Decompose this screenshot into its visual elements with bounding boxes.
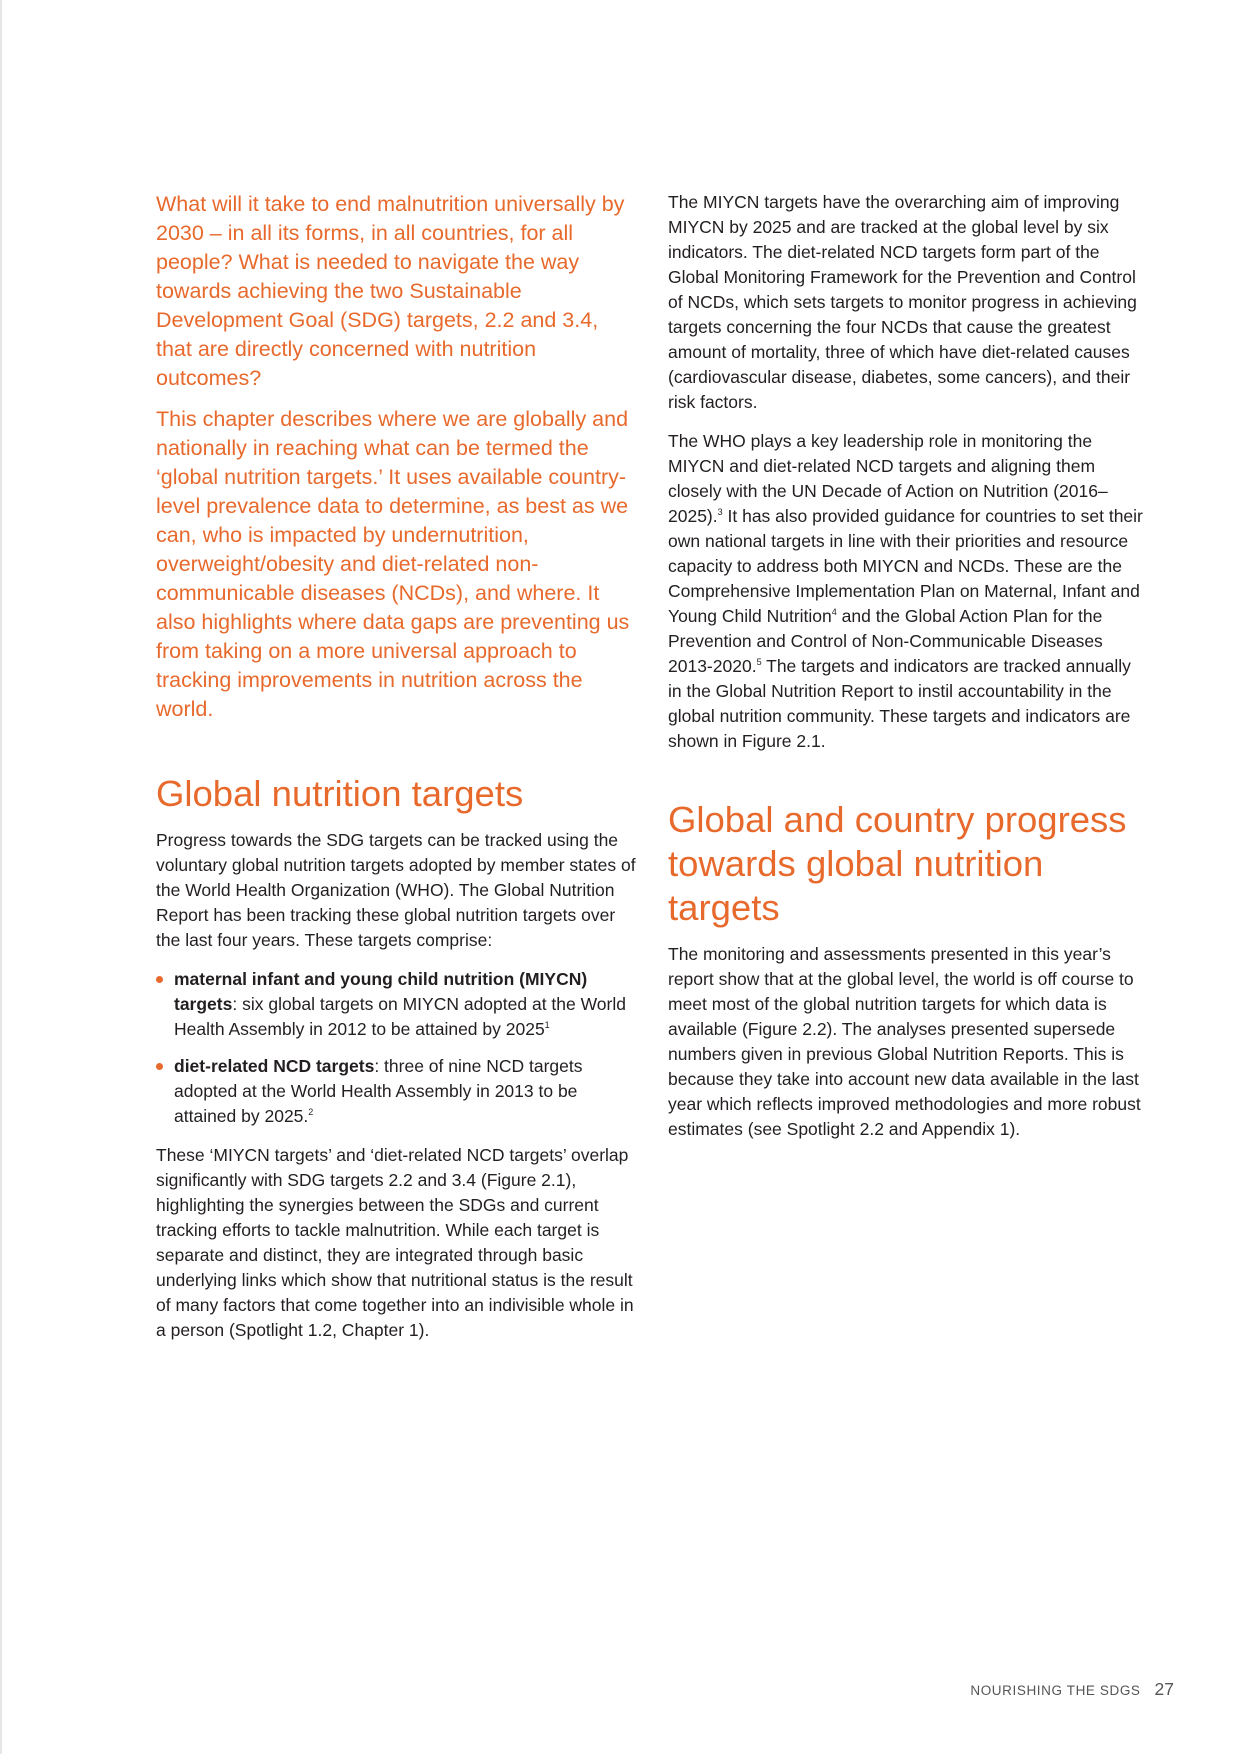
footnote-ref: 2 (308, 1107, 314, 1118)
text-fragment: and the Global Action Plan for the Prevention and Control of Non-Communicable Diseases 2013-2020. (668, 606, 1103, 676)
footnote-ref: 5 (756, 657, 762, 668)
page-edge (0, 0, 2, 1754)
bullet-item-miycn (156, 967, 636, 1042)
bullet-text: : three of nine NCD targets adopted at the World Health Assembly in 2013 to be attained by 2025. (174, 1056, 583, 1126)
intro-paragraph: This chapter describes where we are globally and nationally in reaching what can be termed the ‘global nutrition targets.’ It uses available country-level prevalence data to determine, as best as we can, who is impacted by undernutrition, overweight/obesity and diet-related non-communicable diseases (NCDs), and where. It also highlights where data gaps are preventing us from taking on a more universal approach to tracking improvements in nutrition across the world. (156, 407, 630, 721)
footnote-ref: 1 (544, 1020, 550, 1031)
targets-bullet-list (156, 967, 636, 1129)
footnote-ref: 3 (717, 507, 723, 518)
body-paragraph: The monitoring and assessments presented in this year’s report show that at the global level, the world is off course to meet most of the global nutrition targets for which data is available (Figure 2.2). The analyses presented supersede numbers given in previous Global Nutrition Reports. This is because they take into account new data available in the last year which reflects improved methodologies and more robust estimates (see Spotlight 2.2 and Appendix 1). (668, 944, 1141, 1139)
text-fragment: It has also provided guidance for countries to set their own national targets in line with their priorities and resource capacity to address both MIYCN and NCDs. These are the Comprehensive Implementation Plan on Maternal, Infant and Young Child Nutrition (668, 506, 1143, 626)
body-paragraph: The MIYCN targets have the overarching aim of improving MIYCN by 2025 and are tracked at the global level by six indicators. The diet-related NCD targets form part of the Global Monitoring Framework for the Prevention and Control of NCDs, which sets targets to monitor progress in achieving targets concerning the four NCDs that cause the greatest amount of mortality, three of which have diet-related causes (cardiovascular disease, diabetes, some cancers), and their risk factors. (668, 192, 1137, 412)
bullet-text: : six global targets on MIYCN adopted at the World Health Assembly in 2012 to be attained by 2025 (174, 994, 626, 1039)
text-fragment: The WHO plays a key leadership role in monitoring the MIYCN and diet-related NCD targets and aligning them closely with the UN Decade of Action on Nutrition (2016–2025). (668, 431, 1108, 526)
heading-global-nutrition-targets: Global nutrition targets (156, 773, 524, 814)
heading-global-country-progress: Global and country progress towards global nutrition targets (668, 799, 1127, 928)
footnote-ref: 4 (831, 607, 837, 618)
intro-paragraph: What will it take to end malnutrition universally by 2030 – in all its forms, in all countries, for all people? What is needed to navigate the way towards achieving the two Sustainable Development Goal (SDG) targets, 2.2 and 3.4, that are directly concerned with nutrition outcomes? (156, 192, 625, 390)
body-paragraph: These ‘MIYCN targets’ and ‘diet-related NCD targets’ overlap significantly with SDG targets 2.2 and 3.4 (Figure 2.1), highlighting the synergies between the SDGs and current tracking efforts to tackle malnutrition. While each target is separate and distinct, they are integrated through basic underlying links which show that nutritional status is the result of many factors that come together into an indivisible whole in a person (Spotlight 1.2, Chapter 1). (156, 1145, 634, 1340)
body-paragraph (668, 429, 1148, 754)
body-paragraph: Progress towards the SDG targets can be tracked using the voluntary global nutrition targets adopted by member states of the World Health Organization (WHO). The Global Nutrition Report has been tracking these global nutrition targets over the last four years. These targets comprise: (156, 830, 636, 950)
right-column (668, 190, 1148, 1156)
bullet-item-ncd (156, 1054, 636, 1129)
page-number: 27 (1154, 1679, 1174, 1699)
bullet-term: diet-related NCD targets (174, 1056, 375, 1076)
bullet-dot-icon (156, 976, 163, 983)
left-column (156, 190, 636, 1357)
bullet-dot-icon (156, 1063, 163, 1070)
footer-section-label: NOURISHING THE SDGS (970, 1683, 1141, 1698)
page-footer (970, 1679, 1174, 1703)
bullet-term: maternal infant and young child nutrition (MIYCN) targets (174, 969, 588, 1014)
text-fragment: The targets and indicators are tracked annually in the Global Nutrition Report to instil accountability in the global nutrition community. These targets and indicators are shown in Figure 2.1. (668, 656, 1131, 751)
